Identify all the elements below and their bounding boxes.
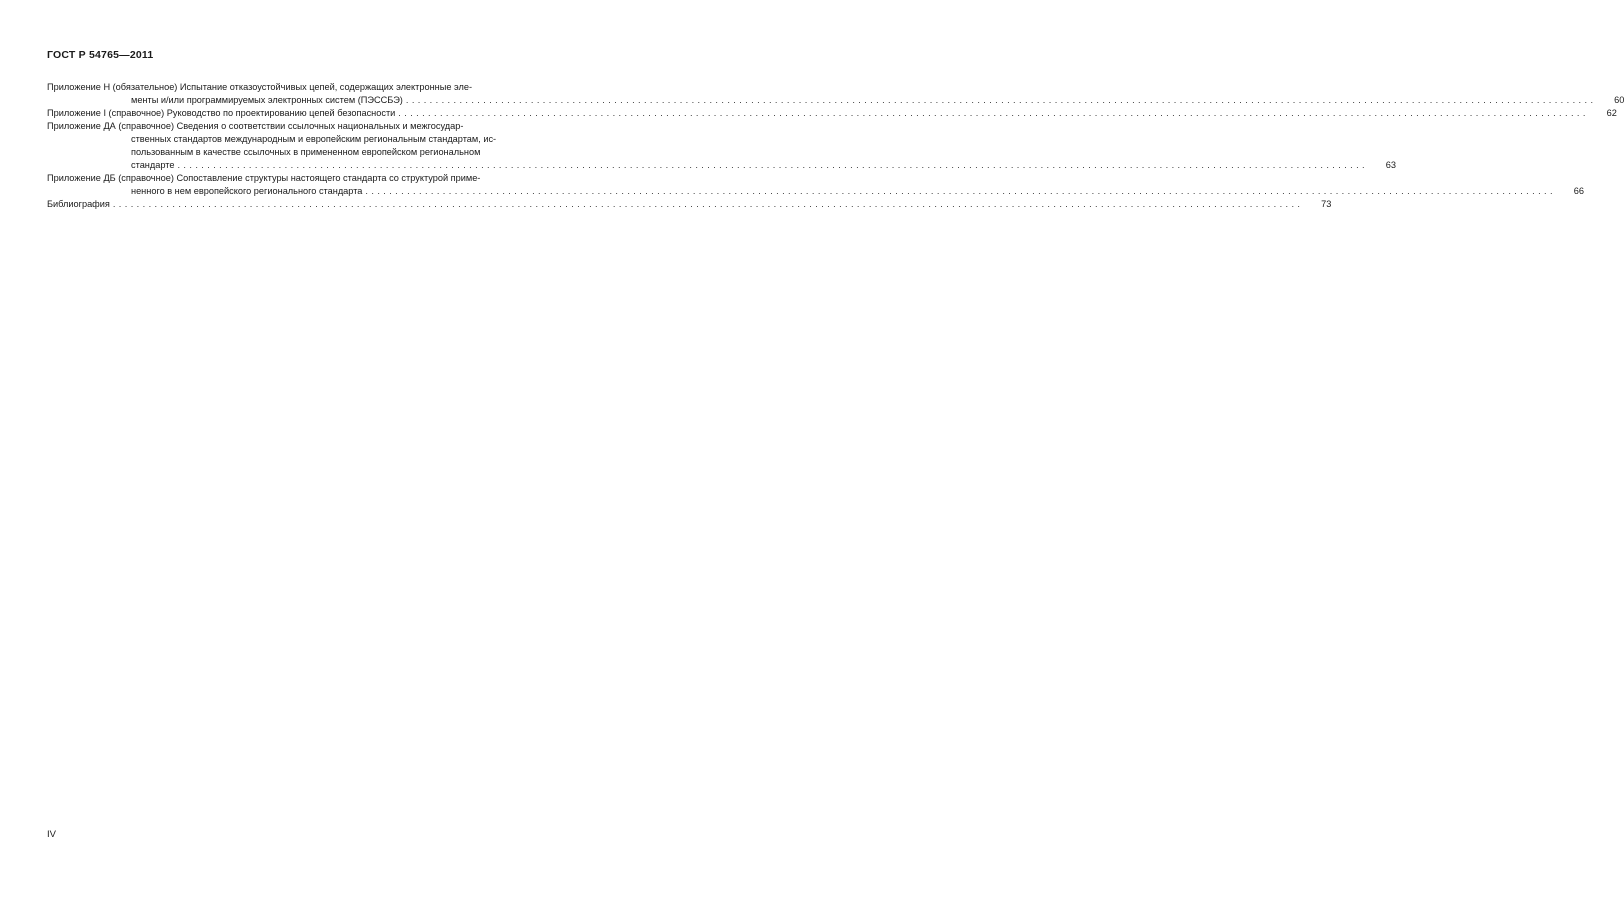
toc-entry-text: Приложение I (справочное) Руководство по проектированию цепей безопасности xyxy=(47,108,396,118)
toc-entry-text: стандарте xyxy=(131,160,175,170)
toc-entry[interactable] xyxy=(47,172,1584,198)
leader-dots: ........................................................................................................................................................................................................ xyxy=(405,95,1597,105)
toc-entry[interactable] xyxy=(47,107,1617,120)
toc-entry-text: пользованным в качестве ссылочных в примененном европейском региональном xyxy=(131,147,481,157)
toc-entry[interactable] xyxy=(47,120,1396,172)
leader-dots: ........................................................................................................................................................................................................ xyxy=(365,186,1556,196)
toc-page-number: 66 xyxy=(1573,186,1584,196)
toc-entry-text: Приложение ДА (справочное) Сведения о соответствии ссылочных национальных и межгосудар- xyxy=(47,121,464,131)
toc-page-number: 73 xyxy=(1321,199,1332,209)
leader-dots: ........................................................................................................................................................................................................ xyxy=(398,108,1589,118)
leader-dots: ........................................................................................................................................................................................................ xyxy=(112,199,1304,209)
toc-entry-text: менты и/или программируемых электронных систем (ПЭССБЭ) xyxy=(131,95,403,105)
toc-entry-text: ственных стандартов международным и европейским региональным стандартам, ис- xyxy=(131,134,497,144)
toc-entry-text: Приложение ДБ (справочное) Сопоставление структуры настоящего стандарта со структурой приме- xyxy=(47,173,481,183)
toc-page-number: 62 xyxy=(1606,108,1617,118)
toc-entry-text: ненного в нем европейского регионального стандарта xyxy=(131,186,363,196)
toc-entry[interactable] xyxy=(47,81,1624,107)
toc-page-number: 60 xyxy=(1614,95,1624,105)
table-of-contents xyxy=(47,81,1624,211)
leader-dots: ........................................................................................................................................................................................................ xyxy=(177,160,1368,170)
toc-page-number: 63 xyxy=(1385,160,1396,170)
toc-entry-text: Приложение Н (обязательное) Испытание отказоустойчивых цепей, содержащих электронные эле- xyxy=(47,82,473,92)
document-header: ГОСТ Р 54765—2011 xyxy=(47,49,154,61)
toc-entry[interactable] xyxy=(47,198,1332,211)
toc-entry-text: Библиография xyxy=(47,199,110,209)
page-number: IV xyxy=(47,829,56,840)
